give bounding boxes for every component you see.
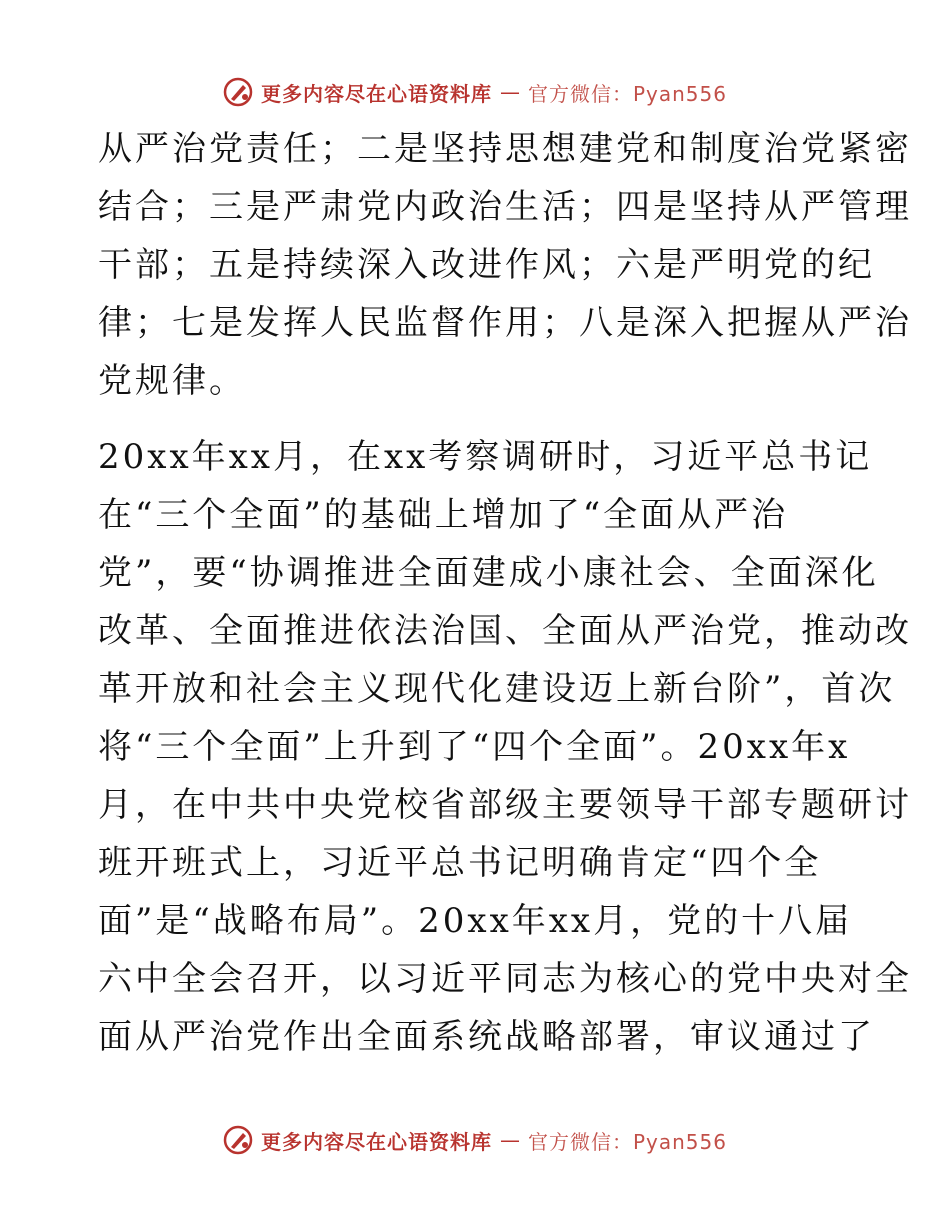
paragraph-2 (98, 428, 912, 1066)
text-line: 干部；五是持续深入改进作风；六是严明党的纪 (98, 245, 875, 285)
footer-separator: — (499, 1128, 520, 1152)
text-line: 党”，要“协调推进全面建成小康社会、全面深化 (98, 553, 879, 593)
pen-circle-icon (223, 77, 253, 107)
text-line: 六中全会召开，以习近平同志为核心的党中央对全 (98, 959, 912, 999)
header-site-name: 更多内容尽在心语资料库 (260, 81, 492, 106)
text-line: 革开放和社会主义现代化建设迈上新台阶”，首次 (98, 669, 896, 709)
footer-site-name: 更多内容尽在心语资料库 (260, 1129, 492, 1154)
header-wechat: 官方微信：Pyan556 (527, 81, 727, 106)
text-line: 月，在中共中央党校省部级主要领导干部专题研讨 (98, 785, 912, 825)
header-separator: — (499, 80, 520, 104)
text-line: 结合；三是严肃党内政治生活；四是坚持从严管理 (98, 187, 912, 227)
text-line: 律；七是发挥人民监督作用；八是深入把握从严治 (98, 303, 912, 343)
text-line: 将“三个全面”上升到了“四个全面”。20xx年x (98, 727, 851, 767)
text-line: 在“三个全面”的基础上增加了“全面从严治 (98, 495, 789, 535)
text-line: 从严治党责任；二是坚持思想建党和制度治党紧密 (98, 129, 912, 169)
footer-wechat: 官方微信：Pyan556 (527, 1129, 727, 1154)
text-line: 面从严治党作出全面系统战略部署，审议通过了 (98, 1017, 875, 1057)
text-line: 面”是“战略布局”。20xx年xx月，党的十八届 (98, 901, 853, 941)
footer-banner (0, 1120, 950, 1160)
header-banner (0, 72, 950, 112)
text-line: 20xx年xx月，在xx考察调研时，习近平总书记 (98, 437, 873, 477)
text-line: 改革、全面推进依法治国、全面从严治党，推动改 (98, 611, 912, 651)
text-line: 班开班式上，习近平总书记明确肯定“四个全 (98, 843, 822, 883)
paragraph-1 (98, 120, 912, 410)
pen-circle-icon (223, 1125, 253, 1155)
document-body (98, 120, 912, 1066)
text-line: 党规律。 (98, 361, 246, 401)
